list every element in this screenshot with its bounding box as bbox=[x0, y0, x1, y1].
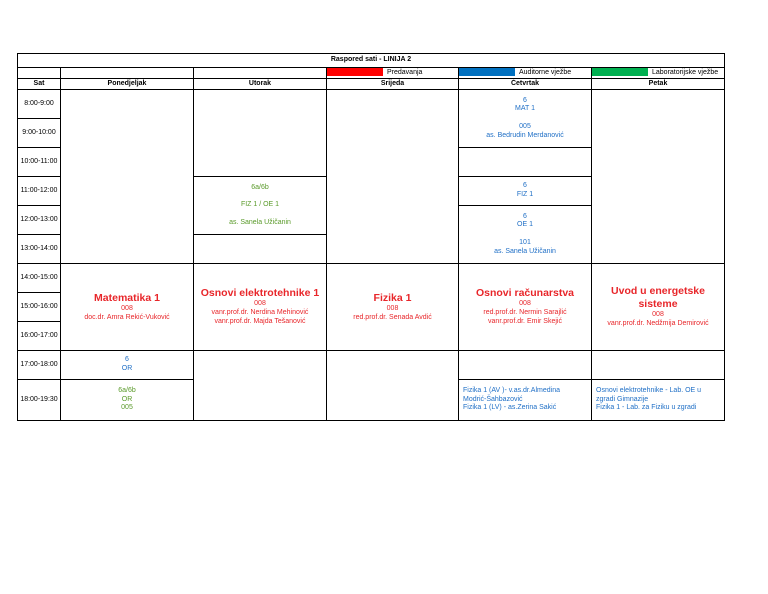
legend-swatch-red bbox=[327, 68, 383, 76]
legend-predavanja: Predavanja bbox=[327, 68, 459, 79]
legend-swatch-green bbox=[592, 68, 648, 76]
time-slot: 10:00-11:00 bbox=[18, 148, 61, 177]
legend-laboratorijske: Laboratorijske vježbe bbox=[592, 68, 725, 79]
cell-empty bbox=[459, 351, 592, 380]
time-slot: 12:00-13:00 bbox=[18, 206, 61, 235]
time-slot: 9:00-10:00 bbox=[18, 119, 61, 148]
cell-empty bbox=[61, 90, 194, 264]
cell-empty bbox=[592, 90, 725, 264]
cell-cetvrtak-oe1: 6 OE 1 101 as. Sanela Užičanin bbox=[459, 206, 592, 264]
legend-swatch-blue bbox=[459, 68, 515, 76]
header-day: Srijeda bbox=[327, 79, 459, 90]
cell-empty bbox=[194, 90, 327, 177]
cell-utorak-elektrotehnika: Osnovi elektrotehnike 1 008 vanr.prof.dr. Nerdina Mehinović vanr.prof.dr. Majda Tešanović bbox=[194, 264, 327, 351]
header-sat: Sat bbox=[18, 79, 61, 90]
schedule-table bbox=[17, 53, 725, 421]
time-slot: 14:00-15:00 bbox=[18, 264, 61, 293]
cell-ponedjeljak-matematika: Matematika 1 008 doc.dr. Amra Rekić-Vuković bbox=[61, 264, 194, 351]
cell-empty bbox=[459, 148, 592, 177]
schedule-title: Raspored sati - LINIJA 2 bbox=[18, 54, 725, 68]
cell-ponedjeljak-or-lab: 6a/6b OR 005 bbox=[61, 380, 194, 421]
time-slot: 17:00-18:00 bbox=[18, 351, 61, 380]
cell-empty bbox=[327, 351, 459, 421]
header-day: Petak bbox=[592, 79, 725, 90]
cell-ponedjeljak-or: 6 OR bbox=[61, 351, 194, 380]
cell-cetvrtak-racunarstvo: Osnovi računarstva 008 red.prof.dr. Nermin Sarajlić vanr.prof.dr. Emir Skejić bbox=[459, 264, 592, 351]
time-slot: 11:00-12:00 bbox=[18, 177, 61, 206]
cell-cetvrtak-fiz1: 6 FIZ 1 bbox=[459, 177, 592, 206]
cell-cetvrtak-labs: Fizika 1 (AV )- v.as.dr.Almedina Modrić-Šahbazović Fizika 1 (LV) - as.Zerina Sakić bbox=[459, 380, 592, 421]
header-day: Četvrtak bbox=[459, 79, 592, 90]
cell-cetvrtak-mat1: 6 MAT 1 005 as. Bedrudin Merdanović bbox=[459, 90, 592, 148]
cell-petak-energetski: Uvod u energetske sisteme 008 vanr.prof.dr. Nedžmija Demirović bbox=[592, 264, 725, 351]
header-day: Utorak bbox=[194, 79, 327, 90]
cell-srijeda-fizika: Fizika 1 008 red.prof.dr. Senada Avdić bbox=[327, 264, 459, 351]
cell-utorak-fiz-oe: 6a/6b FIZ 1 / OE 1 as. Sanela Užičanin bbox=[194, 177, 327, 235]
header-day: Ponedjeljak bbox=[61, 79, 194, 90]
time-slot: 16:00-17:00 bbox=[18, 322, 61, 351]
cell-empty bbox=[194, 351, 327, 421]
legend-auditorne: Auditorne vježbe bbox=[459, 68, 592, 79]
cell-petak-labs: Osnovi elektrotehnike - Lab. OE u zgradi Gimnazije Fizika 1 - Lab. za Fiziku u zgradi bbox=[592, 380, 725, 421]
time-slot: 8:00-9:00 bbox=[18, 90, 61, 119]
time-slot: 13:00-14:00 bbox=[18, 235, 61, 264]
cell-empty bbox=[592, 351, 725, 380]
time-slot: 15:00-16:00 bbox=[18, 293, 61, 322]
cell-empty bbox=[327, 90, 459, 264]
time-slot: 18:00-19:30 bbox=[18, 380, 61, 421]
cell-empty bbox=[194, 235, 327, 264]
